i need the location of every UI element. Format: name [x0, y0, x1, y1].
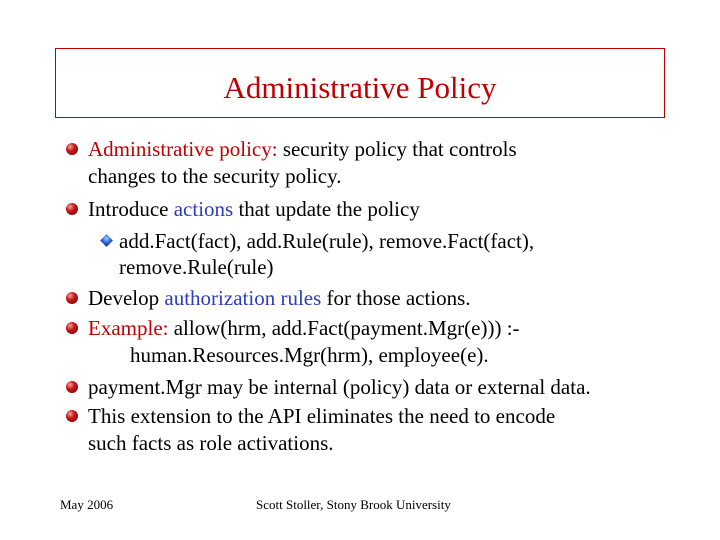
sub-bullet-diamond-icon	[100, 234, 113, 247]
bullet-2-line-1	[88, 196, 420, 222]
bullet-icon	[66, 410, 78, 422]
bullet-3-line-1	[88, 285, 471, 311]
bullet-icon	[66, 292, 78, 304]
text-segment: remove.Rule(rule)	[119, 255, 274, 279]
text-segment: allow(hrm, add.Fact(payment.Mgr(e))) :-	[168, 316, 520, 340]
bullet-4-line-1	[88, 315, 520, 341]
footer-author: Scott Stoller, Stony Brook University	[256, 497, 451, 512]
bullet-1-line-1	[88, 136, 517, 162]
term-actions: actions	[173, 197, 234, 221]
text-segment: payment.Mgr may be internal (policy) data or external data.	[88, 375, 591, 399]
title-box	[55, 48, 665, 118]
bullet-icon	[66, 203, 78, 215]
sub-bullet-line-2	[119, 254, 274, 280]
term-authorization-rules: authorization rules	[164, 286, 322, 310]
text-segment: Develop	[88, 286, 165, 310]
text-segment: human.Resources.Mgr(hrm), employee(e).	[130, 343, 489, 367]
bullet-6-line-2	[88, 430, 334, 456]
bullet-4-line-2	[130, 342, 489, 368]
text-segment: add.Fact(fact), add.Rule(rule), remove.Fact(fact),	[119, 229, 535, 253]
bullet-icon	[66, 322, 78, 334]
text-segment: security policy that controls	[277, 137, 517, 161]
text-segment: changes to the security policy.	[88, 164, 342, 188]
text-segment: Introduce	[88, 197, 174, 221]
bullet-6-line-1	[88, 403, 555, 429]
text-segment: This extension to the API eliminates the need to encode	[88, 404, 556, 428]
text-segment: for those actions.	[321, 286, 471, 310]
term-example: Example:	[88, 316, 169, 340]
bullet-icon	[66, 143, 78, 155]
text-segment: that update the policy	[233, 197, 420, 221]
sub-bullet-line-1	[119, 228, 534, 254]
footer-date: May 2006	[60, 497, 114, 512]
text-segment: such facts as role activations.	[88, 431, 334, 455]
bullet-1-line-2	[88, 163, 341, 189]
bullet-icon	[66, 381, 78, 393]
term-administrative-policy: Administrative policy:	[88, 137, 278, 161]
bullet-5-line-1	[88, 374, 591, 400]
slide-title: Administrative Policy	[223, 70, 497, 105]
